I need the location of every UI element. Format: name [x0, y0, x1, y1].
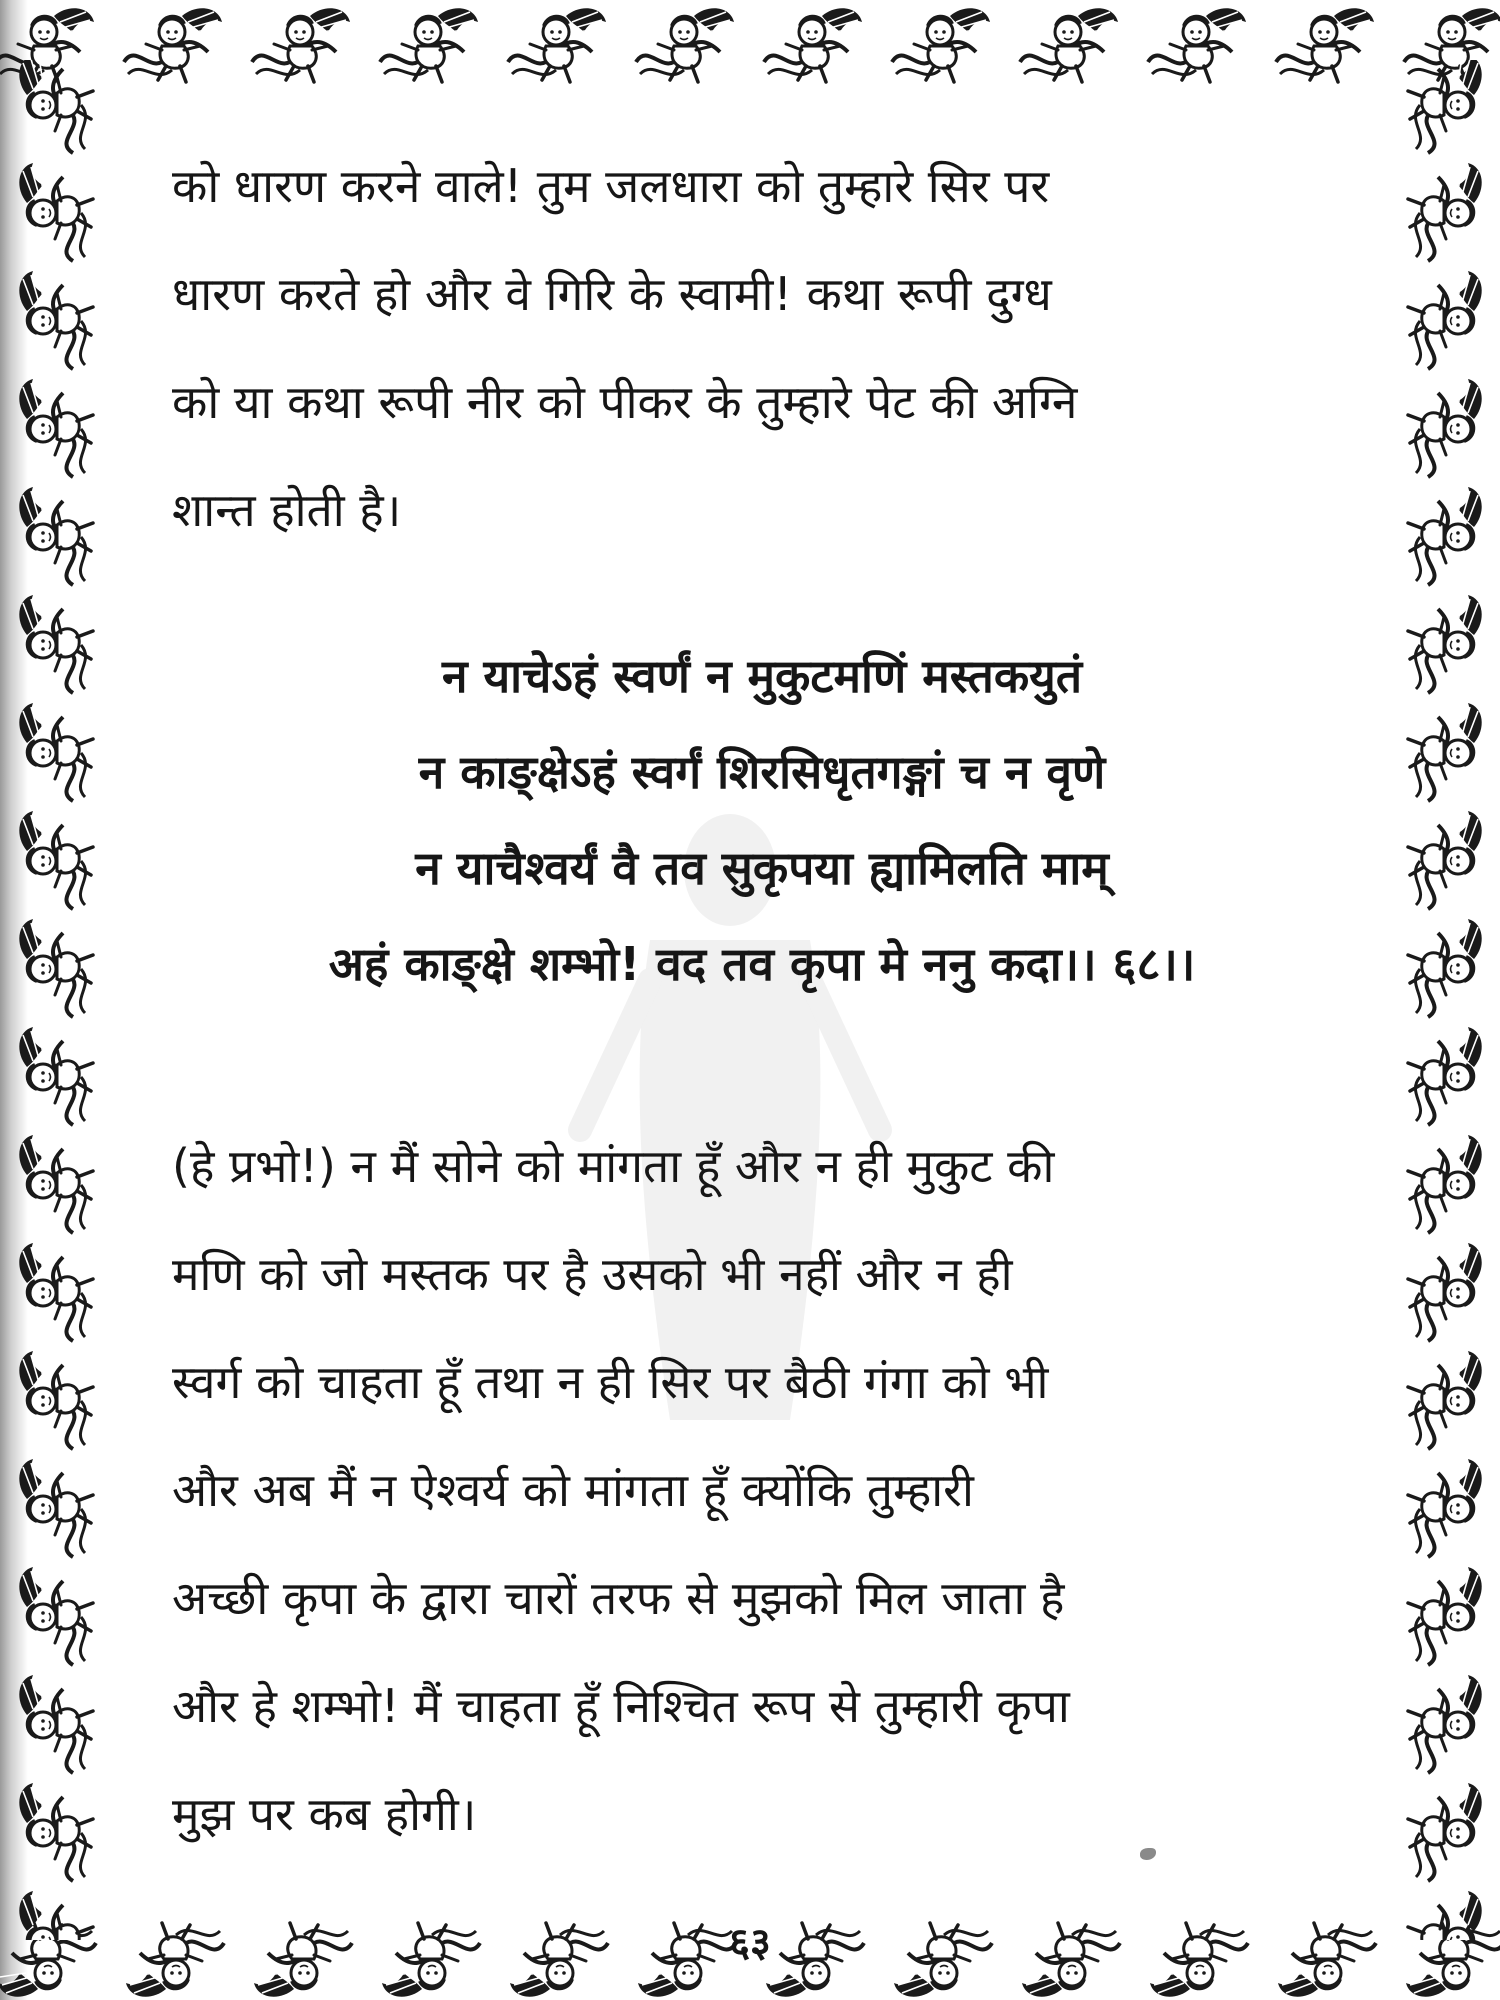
text-line: को धारण करने वाले! तुम जलधारा को तुम्हारे सिर पर — [172, 159, 1050, 213]
text-line: मणि को जो मस्तक पर है उसको भी नहीं और न ही — [172, 1247, 1013, 1301]
cherub-ornament-icon — [1402, 375, 1488, 479]
cherub-ornament-icon — [13, 807, 99, 911]
cherub-ornament-icon — [13, 1347, 99, 1451]
cherub-ornament-icon — [13, 699, 99, 803]
cherub-ornament-icon — [1402, 1131, 1488, 1235]
page-number: ६३ — [729, 1920, 771, 1966]
cherub-ornament-icon — [13, 1671, 99, 1775]
text-line: स्वर्ग को चाहता हूँ तथा न ही सिर पर बैठी गंगा को भी — [172, 1355, 1049, 1409]
text-line: शान्त होती है। — [172, 483, 402, 537]
verse-line: न याचेऽहं स्वर्णं न मुकुटमणिं मस्तकयुतं — [441, 649, 1083, 703]
cherub-ornament-icon — [13, 1023, 99, 1127]
cherub-ornament-icon — [1402, 591, 1488, 695]
cherub-ornament-icon — [1402, 1455, 1488, 1559]
cherub-ornament-icon — [13, 591, 99, 695]
cherub-ornament-icon — [634, 2, 738, 88]
text-line: को या कथा रूपी नीर को पीकर के तुम्हारे पेट की अग्नि — [172, 375, 1078, 429]
cherub-ornament-icon — [13, 159, 99, 263]
verse-line: न काङ्क्षेऽहं स्वर्गं शिरसिधृतगङ्गां च न वृणे — [418, 745, 1106, 799]
cherub-ornament-icon — [13, 1131, 99, 1235]
cherub-ornament-icon — [1274, 1917, 1378, 2000]
cherub-ornament-icon — [506, 1917, 610, 2000]
cherub-ornament-icon — [122, 1917, 226, 2000]
text-line: और अब मैं न ऐश्वर्य को मांगता हूँ क्योंकि तुम्हारी — [172, 1463, 974, 1517]
commentary-paragraph-before — [172, 132, 1352, 564]
cherub-ornament-icon — [13, 915, 99, 1019]
cherub-ornament-icon — [1402, 483, 1488, 587]
text-line: (हे प्रभो!) न मैं सोने को मांगता हूँ और न ही मुकुट की — [172, 1139, 1055, 1193]
cherub-ornament-icon — [13, 1887, 99, 1940]
cherub-ornament-icon — [1402, 699, 1488, 803]
cherub-ornament-icon — [378, 1917, 482, 2000]
cherub-ornament-icon — [890, 1917, 994, 2000]
right-border-ornament — [1385, 60, 1500, 1940]
cherub-ornament-icon — [250, 1917, 354, 2000]
text-line: मुझ पर कब होगी। — [172, 1787, 477, 1841]
cherub-ornament-icon — [122, 2, 226, 88]
cherub-ornament-icon — [1402, 1239, 1488, 1343]
cherub-ornament-icon — [762, 2, 866, 88]
cherub-ornament-icon — [13, 60, 99, 155]
cherub-ornament-icon — [13, 1239, 99, 1343]
cherub-ornament-icon — [1146, 2, 1250, 88]
verse-line: न याचैश्वर्यं वै तव सुकृपया ह्यामिलति माम् — [415, 841, 1109, 895]
cherub-ornament-icon — [1018, 2, 1122, 88]
cherub-ornament-icon — [1402, 1671, 1488, 1775]
top-border-ornament — [0, 0, 1500, 95]
cherub-ornament-icon — [378, 2, 482, 88]
cherub-ornament-icon — [1402, 915, 1488, 1019]
cherub-ornament-icon — [13, 483, 99, 587]
cherub-ornament-icon — [1402, 1563, 1488, 1667]
cherub-ornament-icon — [13, 1779, 99, 1883]
cherub-ornament-icon — [1146, 1917, 1250, 2000]
cherub-ornament-icon — [13, 375, 99, 479]
cherub-ornament-icon — [1402, 1023, 1488, 1127]
cherub-ornament-icon — [1402, 807, 1488, 911]
verse-line: अहं काङ्क्षे शम्भो! वद तव कृपा मे ननु कदा।। ६८।। — [328, 937, 1196, 991]
cherub-ornament-icon — [13, 267, 99, 371]
cherub-ornament-icon — [250, 2, 354, 88]
sanskrit-verse — [172, 628, 1352, 1012]
text-line: अच्छी कृपा के द्वारा चारों तरफ से मुझको मिल जाता है — [172, 1571, 1065, 1625]
cherub-ornament-icon — [890, 2, 994, 88]
cherub-ornament-icon — [1402, 1887, 1488, 1940]
cherub-ornament-icon — [1018, 1917, 1122, 2000]
cherub-ornament-icon — [506, 2, 610, 88]
text-line: धारण करते हो और वे गिरि के स्वामी! कथा रूपी दुग्ध — [172, 267, 1052, 321]
left-border-ornament — [0, 60, 115, 1940]
cherub-ornament-icon — [13, 1563, 99, 1667]
cherub-ornament-icon — [1402, 267, 1488, 371]
cherub-ornament-icon — [13, 1455, 99, 1559]
cherub-ornament-icon — [1402, 1779, 1488, 1883]
cherub-ornament-icon — [1402, 1347, 1488, 1451]
commentary-paragraph-after — [172, 1112, 1352, 1868]
text-line: और हे शम्भो! मैं चाहता हूँ निश्चित रूप से तुम्हारी कृपा — [172, 1679, 1070, 1733]
cherub-ornament-icon — [1274, 2, 1378, 88]
cherub-ornament-icon — [1402, 159, 1488, 263]
cherub-ornament-icon — [1402, 60, 1488, 155]
